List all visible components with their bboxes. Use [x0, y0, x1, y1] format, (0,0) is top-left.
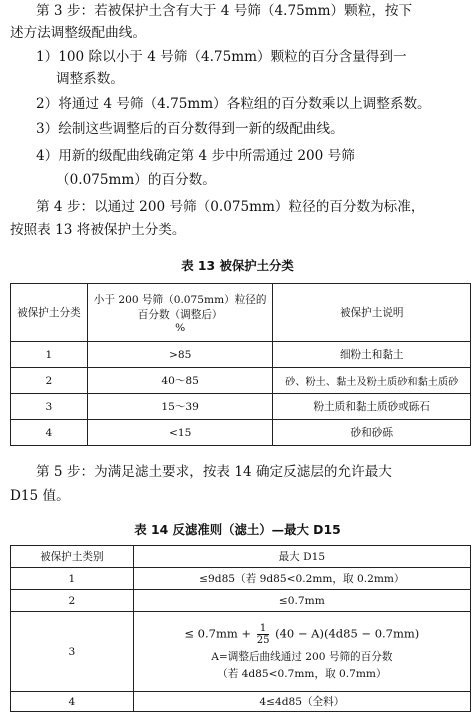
table13-caption: 表 13 被保护土分类: [181, 258, 294, 273]
table-row: [11, 368, 471, 394]
formula-suffix: (40 − A)(4d85 − 0.7mm): [275, 626, 420, 640]
table-row: [11, 590, 471, 612]
table13-header-percent: [87, 284, 273, 342]
step3-sub4-line1: 4）用新的级配曲线确定第 4 步中所需通过 200 号筛: [36, 148, 355, 164]
table13-cell-description: 砂和砂砾: [273, 420, 471, 446]
table13-header-percent-line2: 百分数（调整后）: [137, 308, 223, 321]
table-row: [11, 568, 471, 590]
table13-cell-class: 3: [11, 394, 88, 420]
table14-formula-note2: （若 4d85<0.7mm，取 0.7mm）: [217, 667, 387, 680]
table13-header-percent-line3: %: [175, 321, 186, 334]
table13: [10, 283, 471, 446]
step3-sub4-line2: （0.075mm）的百分数。: [56, 172, 216, 188]
table13-header-description: 被保护土说明: [273, 284, 471, 342]
step3-sub1-line1: 1）100 除以小于 4 号筛（4.75mm）颗粒的百分含量得到一: [36, 49, 407, 65]
step4-line2: 按照表 13 将被保护土分类。: [10, 222, 186, 238]
table-row: [11, 612, 471, 692]
table14-cell-criterion: ≤0.7mm: [133, 590, 470, 612]
table13-cell-percent: 15～39: [87, 394, 273, 420]
table13-cell-percent: >85: [87, 342, 273, 368]
table14-cell-class: 3: [11, 612, 134, 692]
table14-cell-criterion: ≤9d85（若 9d85<0.2mm，取 0.2mm）: [133, 568, 470, 590]
step5-line1: 第 5 步：为满足滤土要求，按表 14 确定反滤层的允许最大: [36, 464, 392, 480]
step3-sub2: 2）将通过 4 号筛（4.75mm）各粒组的百分数乘以上调整系数。: [36, 96, 431, 112]
table-row: [11, 420, 471, 446]
table14-cell-class: 2: [11, 590, 134, 612]
table14-formula-note1: A=调整后曲线通过 200 号筛的百分数: [211, 650, 393, 663]
table14: [10, 545, 471, 712]
table13-cell-class: 4: [11, 420, 88, 446]
step3-sub3: 3）绘制这些调整后的百分数得到一新的级配曲线。: [36, 121, 344, 137]
table13-header-class: 被保护土分类: [11, 284, 88, 342]
fraction-numerator: 1: [257, 623, 270, 635]
table13-cell-percent: 40～85: [87, 368, 273, 394]
step3-line1: 第 3 步：若被保护土含有大于 4 号筛（4.75mm）颗粒，按下: [36, 3, 413, 19]
table14-header-class: 被保护土类别: [11, 546, 134, 568]
step4-line1: 第 4 步：以通过 200 号筛（0.075mm）粒径的百分数为标准，: [36, 199, 425, 215]
table13-header-percent-line1: 小于 200 号筛（0.075mm）粒径的: [93, 293, 267, 306]
formula-prefix: ≤ 0.7mm +: [184, 626, 252, 640]
table13-cell-description: 细粉土和黏土: [273, 342, 471, 368]
step3-sub1-line2: 调整系数。: [56, 71, 124, 87]
table14-header-criterion: 最大 D15: [133, 546, 470, 568]
table14-caption: 表 14 反滤准则（滤土）—最大 D15: [134, 522, 341, 537]
table14-formula: [134, 623, 470, 646]
table13-cell-percent: <15: [87, 420, 273, 446]
table13-cell-description: 粉土质和黏土质砂或砾石: [273, 394, 471, 420]
table14-cell-class: 4: [11, 692, 134, 712]
table14-cell-class: 1: [11, 568, 134, 590]
table-row: [11, 342, 471, 368]
table13-cell-class: 2: [11, 368, 88, 394]
table-row: [11, 394, 471, 420]
table14-cell-criterion: 4≤4d85（全料）: [133, 692, 470, 712]
table14-cell-criterion: [133, 612, 470, 692]
step3-line2: 述方法调整级配曲线。: [10, 25, 146, 41]
step5-line2: D15 值。: [10, 488, 70, 504]
formula-fraction: [257, 623, 270, 646]
fraction-denominator: 25: [256, 634, 270, 646]
table-row: [11, 692, 471, 712]
table13-cell-description: 砂、粉土、黏土及粉土质砂和黏土质砂: [273, 368, 471, 394]
table13-cell-class: 1: [11, 342, 88, 368]
